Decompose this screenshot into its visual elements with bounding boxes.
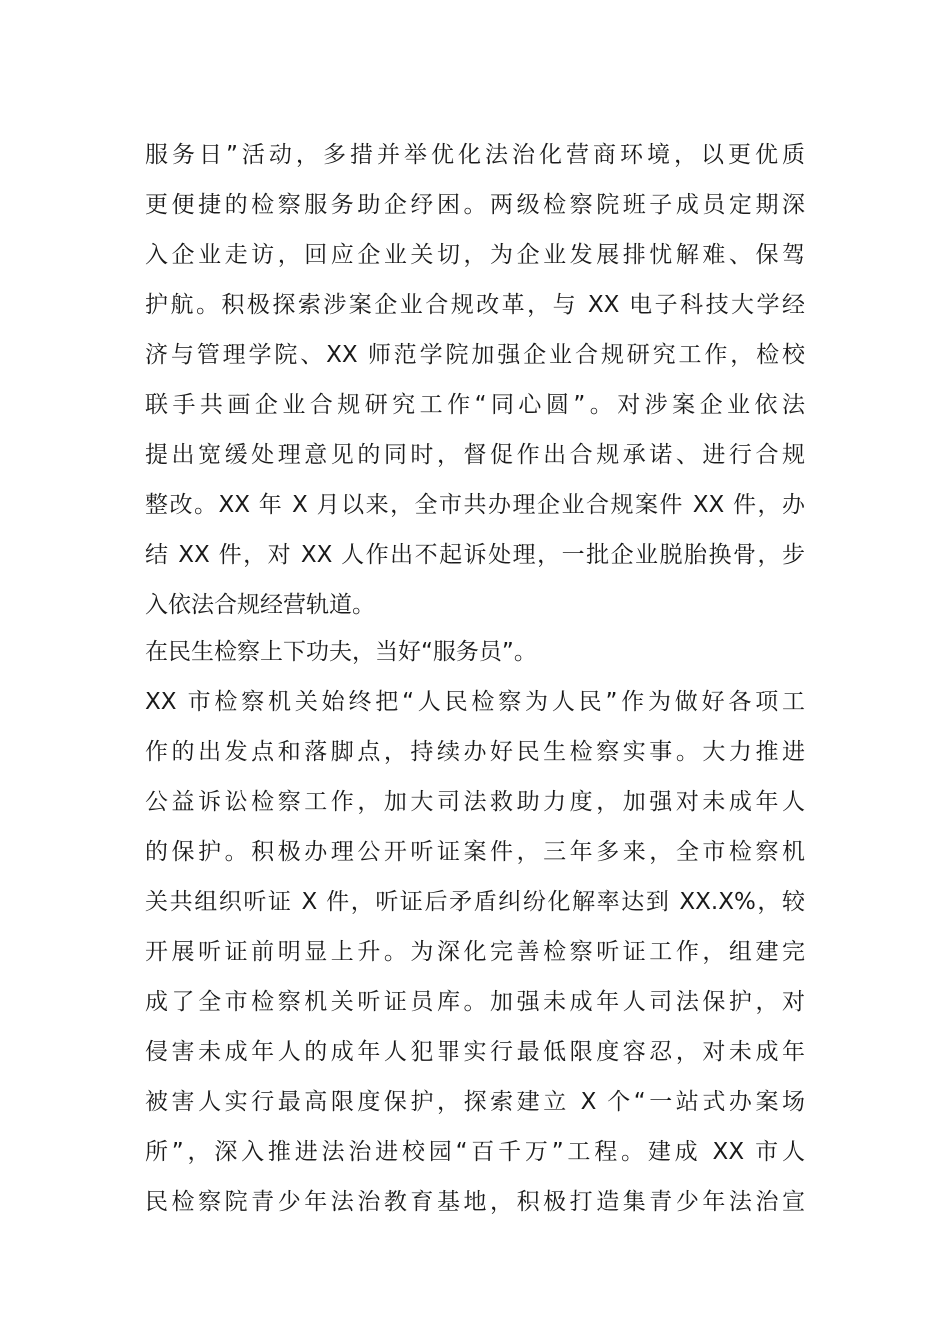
text-line-8: 整改。XX 年 X 月以来，全市共办理企业合规案件 XX 件，办 xyxy=(145,492,805,518)
text-line-2: 更便捷的检察服务助企纾困。两级检察院班子成员定期深 xyxy=(145,192,805,218)
text-line-12: XX 市检察机关始终把“人民检察为人民”作为做好各项工 xyxy=(145,689,805,715)
section-heading: 在民生检察上下功夫，当好“服务员”。 xyxy=(145,639,537,665)
text-line-3: 入企业走访，回应企业关切，为企业发展排忧解难、保驾 xyxy=(145,242,805,268)
text-line-17: 开展听证前明显上升。为深化完善检察听证工作，组建完 xyxy=(145,939,805,965)
text-line-16: 关共组织听证 X 件，听证后矛盾纠纷化解率达到 XX.X%，较 xyxy=(145,889,805,915)
text-line-20: 被害人实行最高限度保护，探索建立 X 个“一站式办案场 xyxy=(145,1089,805,1115)
text-line-22: 民检察院青少年法治教育基地，积极打造集青少年法治宣 xyxy=(145,1189,805,1215)
text-line-13: 作的出发点和落脚点，持续办好民生检察实事。大力推进 xyxy=(145,739,805,765)
text-line-1: 服务日”活动，多措并举优化法治化营商环境，以更优质 xyxy=(145,142,805,168)
text-line-14: 公益诉讼检察工作，加大司法救助力度，加强对未成年人 xyxy=(145,789,805,815)
text-line-15: 的保护。积极办理公开听证案件，三年多来，全市检察机 xyxy=(145,839,805,865)
text-line-5: 济与管理学院、XX 师范学院加强企业合规研究工作，检校 xyxy=(145,342,805,368)
text-line-6: 联手共画企业合规研究工作“同心圆”。对涉案企业依法 xyxy=(145,392,805,418)
text-line-4: 护航。积极探索涉案企业合规改革，与 XX 电子科技大学经 xyxy=(145,292,805,318)
text-line-19: 侵害未成年人的成年人犯罪实行最低限度容忍，对未成年 xyxy=(145,1039,805,1065)
text-line-10: 入依法合规经营轨道。 xyxy=(145,592,375,618)
text-line-7: 提出宽缓处理意见的同时，督促作出合规承诺、进行合规 xyxy=(145,442,805,468)
text-line-21: 所”，深入推进法治进校园“百千万”工程。建成 XX 市人 xyxy=(145,1139,805,1165)
text-line-18: 成了全市检察机关听证员库。加强未成年人司法保护，对 xyxy=(145,989,805,1015)
text-line-9: 结 XX 件，对 XX 人作出不起诉处理，一批企业脱胎换骨，步 xyxy=(145,542,805,568)
